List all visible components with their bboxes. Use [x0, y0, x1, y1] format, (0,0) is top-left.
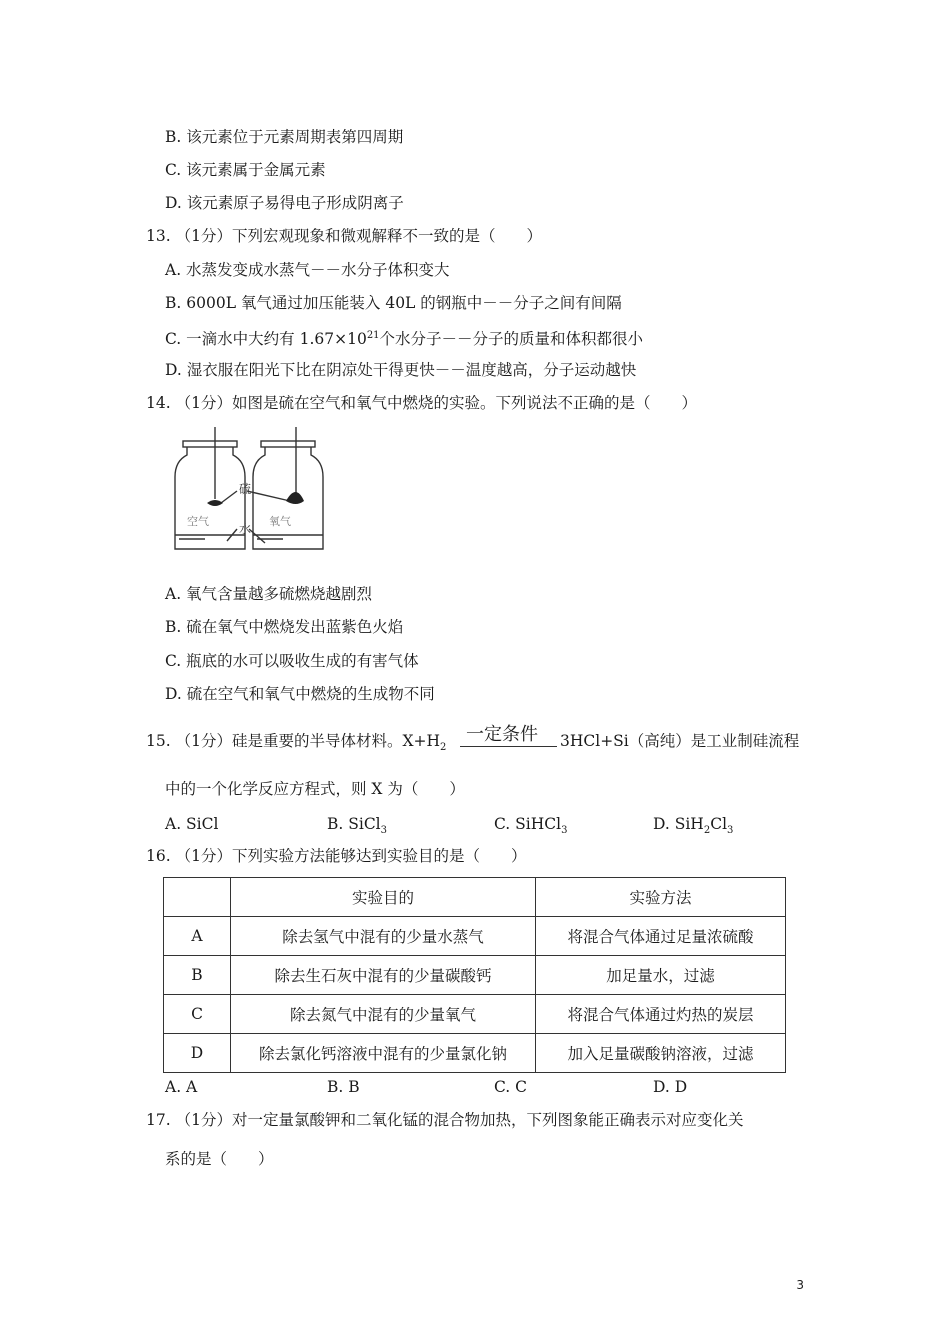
q15-reaction-condition: 一定条件 [466, 724, 538, 745]
table-cell: 除去生石灰中混有的少量碳酸钙 [231, 956, 536, 995]
q14-option-a: A. 氧气含量越多硫燃烧越剧烈 [165, 585, 373, 603]
q12-option-c: C. 该元素属于金属元素 [165, 161, 326, 179]
q14-option-b: B. 硫在氧气中燃烧发出蓝紫色火焰 [165, 618, 404, 636]
table-cell: D [164, 1034, 231, 1073]
q16-option-b: B. B [327, 1078, 360, 1096]
table-cell: 加入足量碳酸钠溶液，过滤 [536, 1034, 786, 1073]
header-cell: 实验方法 [536, 878, 786, 917]
header-cell [164, 878, 231, 917]
q16-option-c: C. C [494, 1078, 528, 1096]
q14-option-c: C. 瓶底的水可以吸收生成的有害气体 [165, 652, 419, 670]
header-cell: 实验目的 [231, 878, 536, 917]
label-water: 水 [239, 522, 252, 536]
q16-option-d: D. D [653, 1078, 688, 1096]
q13-option-d: D. 湿衣服在阳光下比在阴凉处干得更快－－温度越高，分子运动越快 [165, 361, 637, 379]
q17-stem-line2: 系的是（ ） [165, 1150, 274, 1168]
q15-option-d: D. $SiH_2Cl_3$ [653, 815, 734, 837]
q15-option-a: A. SiCl [165, 815, 219, 833]
q15-option-b: B. SiCl$_3$ [327, 815, 388, 837]
table-cell: 除去氮气中混有的少量氧气 [231, 995, 536, 1034]
q12-option-d: D. 该元素原子易得电子形成阴离子 [165, 194, 404, 212]
q17-stem-line1: 17. （1分）对一定量氯酸钾和二氧化锰的混合物加热，下列图象能正确表示对应变化关 [146, 1111, 744, 1129]
q14-stem: 14. （1分）如图是硫在空气和氧气中燃烧的实验。下列说法不正确的是（ ） [146, 394, 697, 412]
q13-option-c: C. 一滴水中大约有 $1.67\times 10^{21}$个水分子－－分子的质量和体积都很小 [165, 330, 644, 349]
table-cell: 将混合气体通过灼热的炭层 [536, 995, 786, 1034]
q16-option-a: A. A [165, 1078, 198, 1096]
q15-stem-part1: 15. （1分）硅是重要的半导体材料。$X+H_2$ [146, 732, 447, 754]
table-cell: 除去氢气中混有的少量水蒸气 [231, 917, 536, 956]
table-row [164, 956, 786, 995]
q15-option-c: C. SiHCl$_3$ [494, 815, 568, 837]
table-cell: A [164, 917, 231, 956]
q13-option-a: A. 水蒸发变成水蒸气－－水分子体积变大 [165, 261, 450, 279]
table-cell: 除去氯化钙溶液中混有的少量氯化钠 [231, 1034, 536, 1073]
q15-stem-line2: 中的一个化学反应方程式，则 X 为（ ） [165, 780, 465, 798]
q16-experiment-table [163, 877, 786, 1073]
label-oxygen: 氧气 [269, 515, 291, 528]
table-row [164, 917, 786, 956]
label-sulfur: 硫 [239, 482, 252, 496]
q12-option-b: B. 该元素位于元素周期表第四周期 [165, 128, 404, 146]
q13-option-b: B. 6000L 氧气通过加压能装入 40L 的钢瓶中－－分子之间有间隔 [165, 294, 622, 312]
sulfur-combustion-figure [165, 425, 325, 555]
q13-stem: 13. （1分）下列宏观现象和微观解释不一致的是（ ） [146, 227, 542, 245]
table-cell: 加足量水，过滤 [536, 956, 786, 995]
page-number: 3 [796, 1278, 804, 1292]
table-cell: C [164, 995, 231, 1034]
label-air: 空气 [187, 515, 209, 528]
q15-reaction-arrow-line [460, 746, 557, 747]
table-header-row [164, 878, 786, 917]
table-row [164, 995, 786, 1034]
q14-option-d: D. 硫在空气和氧气中燃烧的生成物不同 [165, 685, 435, 703]
table-row [164, 1034, 786, 1073]
table-cell: 将混合气体通过足量浓硫酸 [536, 917, 786, 956]
q15-stem-part2: 3HCl+Si（高纯）是工业制硅流程 [560, 732, 800, 750]
q16-stem: 16. （1分）下列实验方法能够达到实验目的是（ ） [146, 847, 527, 865]
table-cell: B [164, 956, 231, 995]
